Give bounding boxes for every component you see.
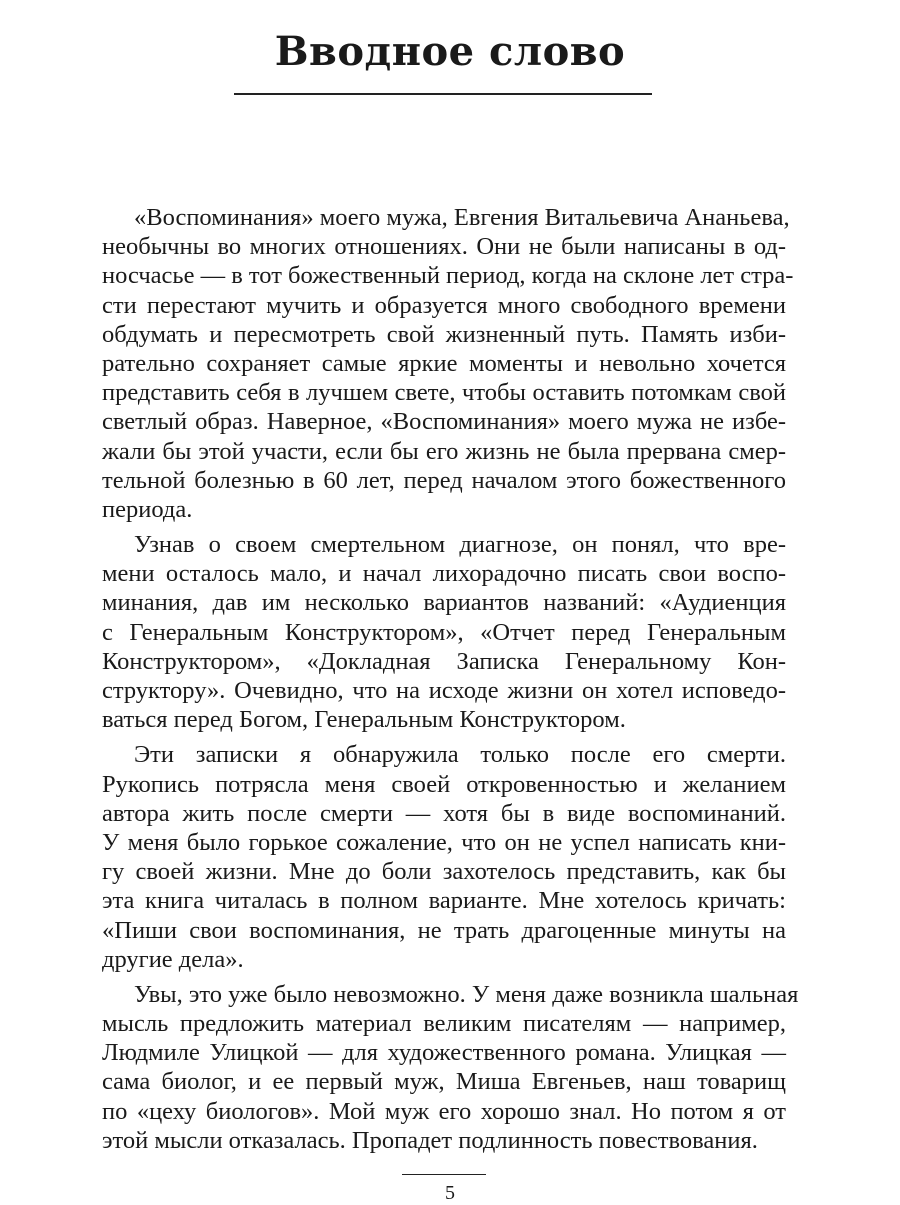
text-line: представить себя в лучшем свете, чтобы оставить потомкам свой [102,379,786,407]
text-line: жали бы этой участи, если бы его жизнь не была прервана смер- [102,437,786,465]
text-line: необычны во многих отношениях. Они не были написаны в од- [102,233,786,261]
text-line: Конструктором», «Докладная Записка Генеральному Кон- [102,647,786,675]
text-line: обдумать и пересмотреть свой жизненный путь. Память изби- [102,320,786,348]
footer-rule [402,1174,486,1175]
paragraph [102,203,794,524]
text-line: мени осталось мало, и начал лихорадочно писать свои воспо- [102,560,786,588]
text-line: эта книга читалась в полном варианте. Мне хотелось кричать: [102,887,786,915]
text-line: носчасье — в тот божественный период, когда на склоне лет стра- [102,262,794,290]
text-line: У меня было горькое сожаление, что он не успел написать кни- [102,828,786,856]
text-line: светлый образ. Наверное, «Воспоминания» моего мужа не избе- [102,408,786,436]
paragraph [102,740,786,974]
text-line: Людмиле Улицкой — для художественного романа. Улицкая — [102,1039,786,1067]
text-line: гу своей жизни. Мне до боли захотелось представить, как бы [102,858,786,886]
title-underline [234,93,652,95]
paragraph [102,530,786,734]
text-line: по «цеху биологов». Мой муж его хорошо знал. Но потом я от [102,1097,786,1125]
chapter-title: Вводное слово [274,28,626,75]
text-line: «Воспоминания» моего мужа, Евгения Витальевича Ананьева, [134,204,790,231]
text-line: автора жить после смерти — хотя бы в виде воспоминаний. [102,799,786,827]
text-line: Рукопись потрясла меня своей откровенностью и желанием [102,770,786,798]
text-line: тельной болезнью в 60 лет, перед началом этого божественного [102,466,786,494]
text-line: другие дела». [102,945,244,973]
text-line: сти перестают мучить и образуется много свободного времени [102,291,786,319]
text-line: «Пиши свои воспоминания, не трать драгоценные минуты на [102,916,786,944]
text-line: сама биолог, и ее первый муж, Миша Евгеньев, наш товарищ [102,1068,786,1096]
page-number: 5 [445,1182,455,1204]
paragraph [102,980,799,1155]
text-line: ваться перед Богом, Генеральным Конструктором. [102,706,626,734]
text-line: этой мысли отказалась. Пропадет подлинность повествования. [102,1126,758,1154]
text-line: минания, дав им несколько вариантов названий: «Аудиенция [102,589,786,617]
text-line: Эти записки я обнаружила только после его смерти. [134,741,786,769]
text-line: рательно сохраняет самые яркие моменты и невольно хочется [102,349,786,377]
body-text [102,203,799,1161]
text-line: мысль предложить материал великим писателям — например, [102,1010,786,1038]
text-line: Увы, это уже было невозможно. У меня даже возникла шальная [134,980,799,1008]
text-line: структору». Очевидно, что на исходе жизни он хотел исповедо- [102,677,786,704]
text-line: Узнав о своем смертельном диагнозе, он понял, что вре- [134,531,786,559]
text-line: с Генеральным Конструктором», «Отчет перед Генеральным [102,618,786,646]
text-line: периода. [102,495,193,523]
